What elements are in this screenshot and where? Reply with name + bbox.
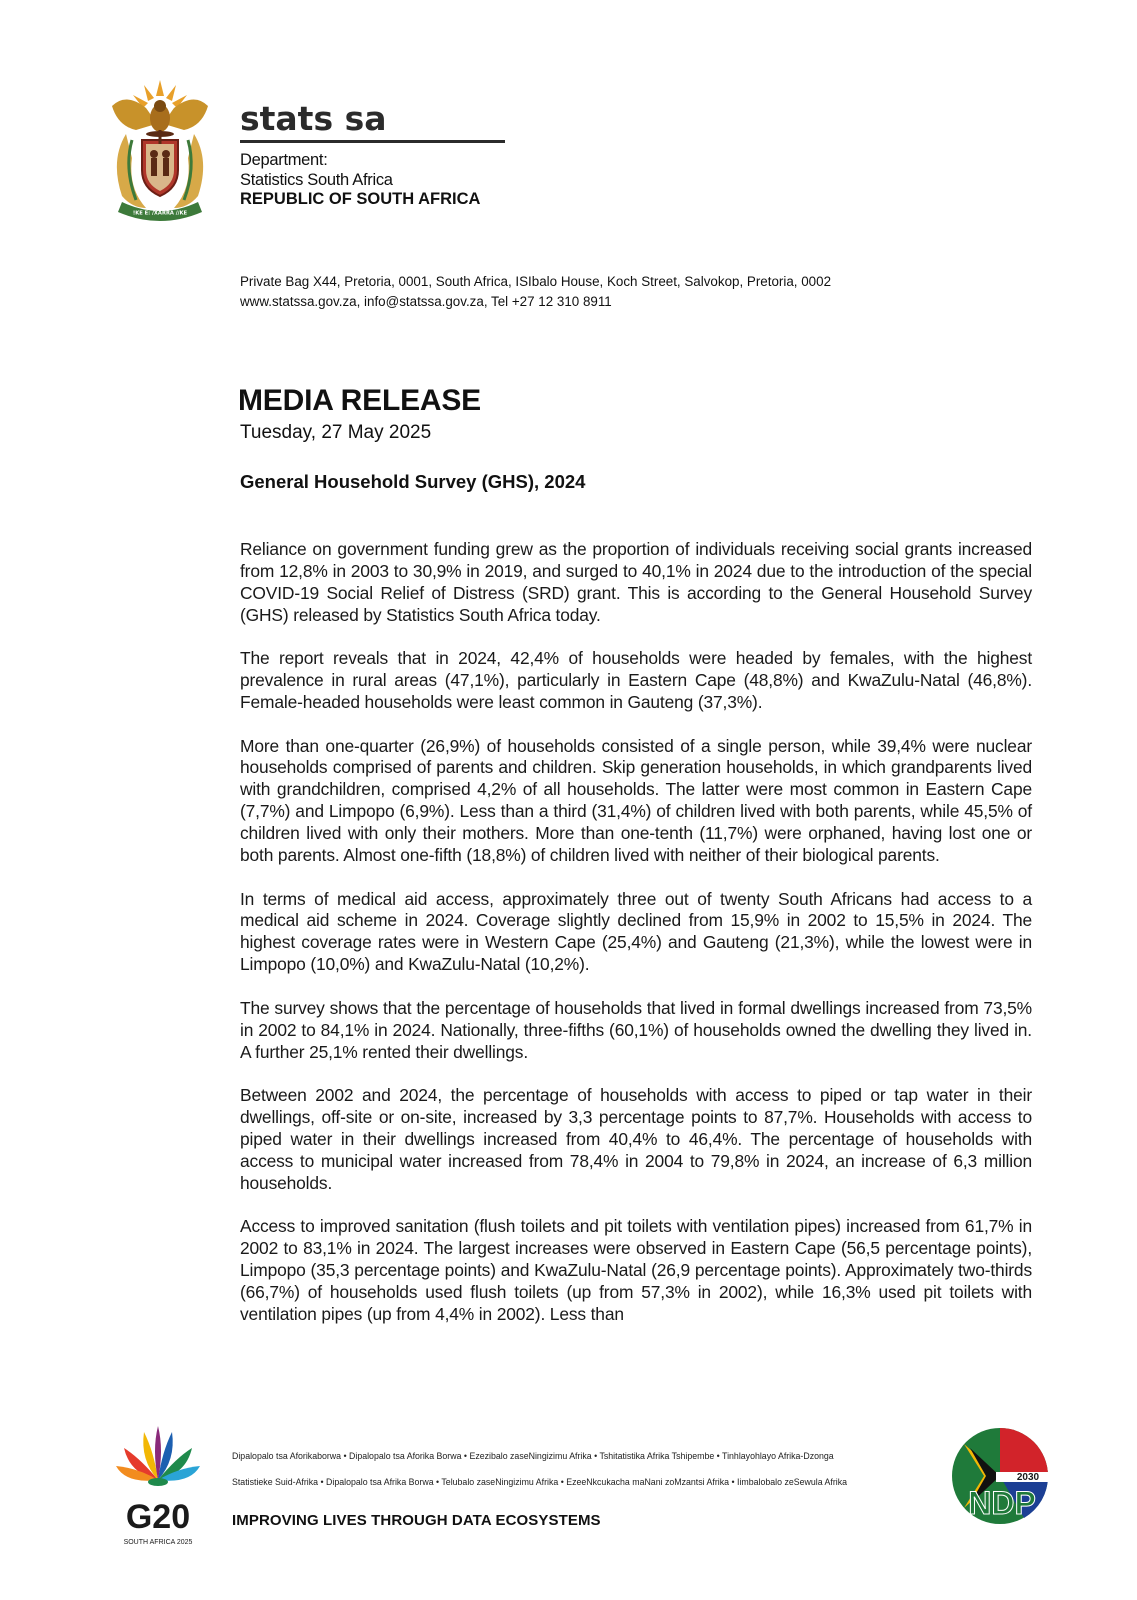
postal-address: Private Bag X44, Pretoria, 0001, South Africa, ISIbalo House, Koch Street, Salvokop, Pretoria, 0002: [240, 274, 832, 289]
g20-sub: SOUTH AFRICA 2025: [123, 1539, 193, 1546]
release-subject: General Household Survey (GHS), 2024: [240, 471, 586, 492]
brand-rule: [240, 140, 505, 143]
ndp-label: NDP: [968, 1485, 1036, 1521]
paragraph-dwellings: The survey shows that the percentage of households that lived in formal dwellings increased from 73,5% in 2002 to 84,1% in 2024. Nationally, three-fifths (60,1%) of households owned the dwelling they lived in. A further 25,1% rented their dwellings.: [240, 997, 1032, 1062]
department-label: Department:: [240, 151, 328, 169]
paragraph-social-grants: Reliance on government funding grew as the proportion of individuals receiving social grants increased from 12,8% in 2003 to 30,9% in 2019, and surged to 40,1% in 2024 due to the introduction of the special COVID-19 Social Relief of Distress (SRD) grant. This is according to the General Household Survey (GHS) released by Statistics South Africa today.: [240, 539, 1032, 625]
release-date: Tuesday, 27 May 2025: [240, 422, 432, 443]
languages-line-1: Dipalopalo tsa Aforikaborwa • Dipalopalo tsa Aforika Borwa • Ezezibalo zaseNingizimu Afrika • Tshitatistika Afrika Tshipembe • Tinhlayohlayo Afrika-Dzonga: [232, 1451, 834, 1461]
paragraph-female-headed: The report reveals that in 2024, 42,4% of households were headed by females, with the highest prevalence in rural areas (47,1%), particularly in Eastern Cape (48,8%) and KwaZulu-Natal (46,8%). Female-headed households were least common in Gauteng (37,3%).: [240, 648, 1032, 713]
paragraph-water: Between 2002 and 2024, the percentage of households with access to piped or tap water in their dwellings, off-site or on-site, increased by 3,3 percentage points to 87,7%. Households with access to piped water in their dwellings increased from 40,4% to 46,4%. The percentage of households with access to municipal water increased from 78,4% in 2004 to 79,8% in 2024, an increase of 6,3 million households.: [240, 1085, 1032, 1193]
languages-line-2: Statistieke Suid-Afrika • Dipalopalo tsa Afrika Borwa • Telubalo zaseNingizimu Afrika • EzeeNkcukacha maNani zoMzantsi Afrika • Iimbalobalo zeSewula Afrika: [232, 1477, 848, 1487]
contact-block: [240, 272, 831, 312]
web-contact: www.statssa.gov.za, info@statssa.gov.za, Tel +27 12 310 8911: [240, 294, 612, 309]
paragraph-medical-aid: In terms of medical aid access, approximately three out of twenty South Africans had access to a medical aid scheme in 2024. Coverage slightly declined from 15,9% in 2002 to 15,5% in 2024. The highest coverage rates were in Western Cape (25,4%) and Gauteng (21,3%), while the lowest were in Limpopo (10,0%) and KwaZulu-Natal (10,2%).: [240, 888, 1032, 975]
paragraph-sanitation: Access to improved sanitation (flush toilets and pit toilets with ventilation pipes) increased from 61,7% in 2002 to 83,1% in 2024. The largest increases were observed in Eastern Cape (56,5 percentage points), Limpopo (35,3 percentage points) and KwaZulu-Natal (26,9 percentage points). Approximately two-thirds (66,7%) of households used flush toilets (up from 57,3% in 2002), while 16,3% used pit toilets with ventilation pipes (up from 4,4% in 2002). Less than: [240, 1216, 1032, 1324]
country-name: REPUBLIC OF SOUTH AFRICA: [240, 190, 481, 208]
department-block: [240, 151, 510, 210]
language-names: [232, 1443, 912, 1495]
coat-motto: !KE E: /XARRA //KE: [132, 210, 188, 217]
brand-block: [240, 100, 510, 210]
ndp-2030-logo: [944, 1424, 1056, 1530]
release-body: [240, 539, 1032, 1347]
release-type: MEDIA RELEASE: [238, 384, 481, 417]
ndp-year: 2030: [1016, 1472, 1040, 1483]
coat-of-arms-logo: [106, 78, 214, 224]
brand-name: stats sa: [240, 99, 387, 138]
department-name: Statistics South Africa: [240, 170, 393, 189]
g20-label: G20: [125, 1498, 191, 1536]
footer-tagline: IMPROVING LIVES THROUGH DATA ECOSYSTEMS: [232, 1512, 601, 1529]
g20-logo: [110, 1424, 206, 1560]
paragraph-household-composition: More than one-quarter (26,9%) of households consisted of a single person, while 39,4% were nuclear households comprised of parents and children. Skip generation households, in which grandparents lived with grandchildren, comprised 4,2% of all households. The latter were most common in Eastern Cape (7,7%) and Limpopo (6,9%). Less than a third (31,4%) of children lived with both parents, while 45,5% of children lived with only their mothers. More than one-tenth (11,7%) were orphaned, having lost one or both parents. Almost one-fifth (18,8%) of children lived with neither of their biological parents.: [240, 735, 1032, 866]
